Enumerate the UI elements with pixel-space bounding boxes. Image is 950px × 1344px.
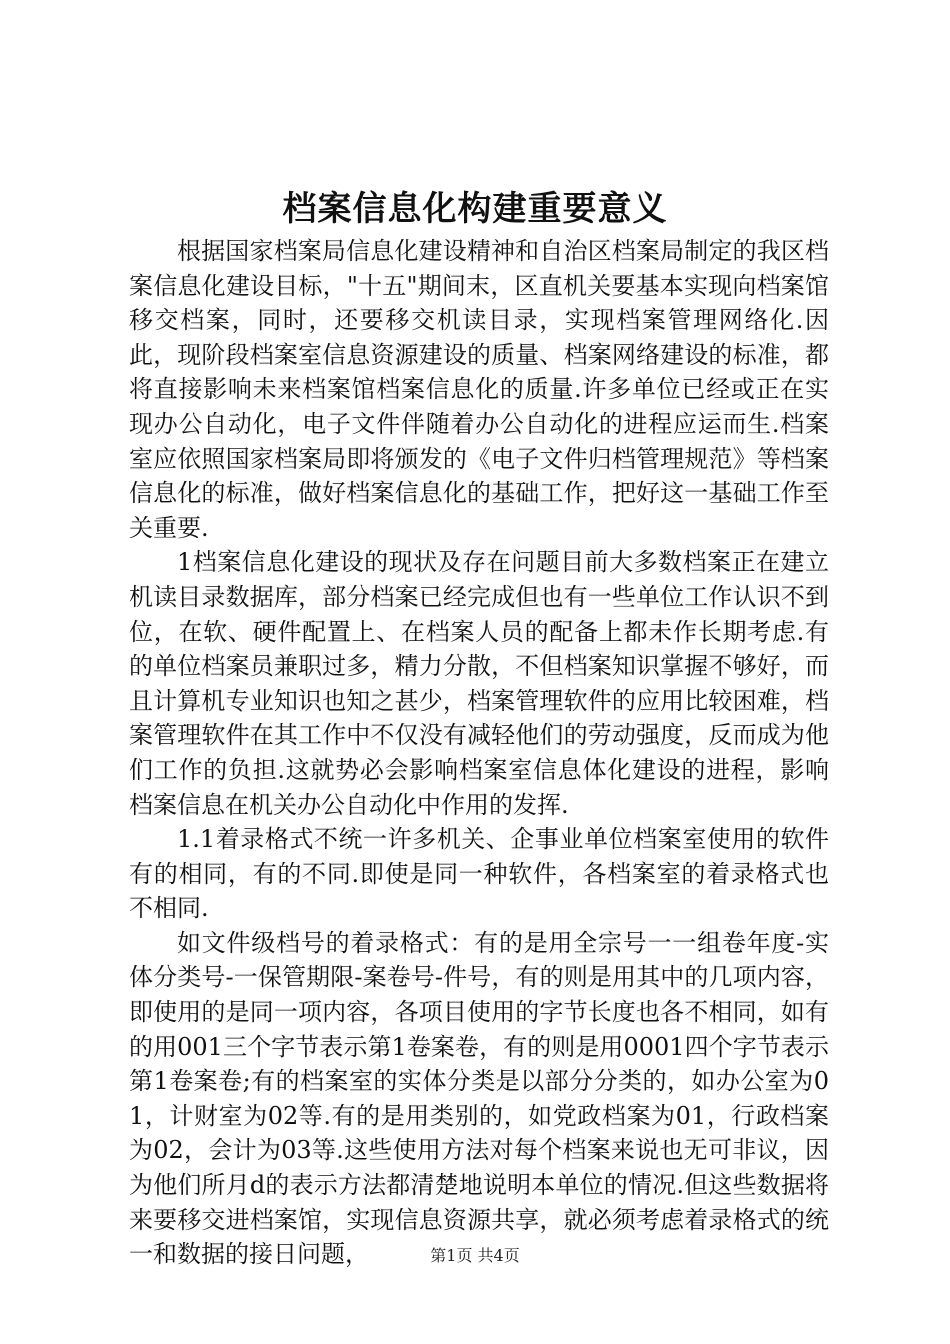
document-body: [129, 234, 829, 1272]
paragraph: 根据国家档案局信息化建设精神和自治区档案局制定的我区档案信息化建设目标，"十五"期间末，区直机关要基本实现向档案馆移交档案，同时，还要移交机读目录，实现档案管理网络化.因此，现阶段档案室信息资源建设的质量、档案网络建设的标准，都将直接影响未来档案馆档案信息化的质量.许多单位已经或正在实现办公自动化，电子文件伴随着办公自动化的进程应运而生.档案室应依照国家档案局即将颁发的《电子文件归档管理规范》等档案信息化的标准，做好档案信息化的基础工作，把好这一基础工作至关重要.: [129, 237, 829, 542]
page-number-footer: 第1页 共4页: [430, 1246, 520, 1265]
paragraph: 1档案信息化建设的现状及存在问题目前大多数档案正在建立机读目录数据库，部分档案已经完成但也有一些单位工作认识不到位，在软、硬件配置上、在档案人员的配备上都未作长期考虑.有的单位档案员兼职过多，精力分散，不但档案知识掌握不够好，而且计算机专业知识也知之甚少，档案管理软件的应用比较困难，档案管理软件在其工作中不仅没有减轻他们的劳动强度，反而成为他们工作的负担.这就势必会影响档案室信息体化建设的进程，影响档案信息在机关办公自动化中作用的发挥.: [129, 548, 829, 819]
paragraph: 如文件级档号的着录格式：有的是用全宗号一一组卷年度-实体分类号-一保管期限-案卷号-件号，有的则是用其中的几项内容，即使用的是同一项内容，各项目使用的字节长度也各不相同，如有的用001三个字节表示第1卷案卷，有的则是用0001四个字节表示第1卷案卷;有的档案室的实体分类是以部分分类的，如办公室为01，计财室为02等.有的是用类别的，如党政档案为01，行政档案为02，会计为03等.这些使用方法对每个档案来说也无可非议，因为他们所月d的表示方法都清楚地说明本单位的情况.但这些数据将来要移交进档案馆，实现信息资源共享，就必须考虑着录格式的统一和数据的接日问题，: [129, 928, 829, 1269]
document-title: 档案信息化构建重要意义: [282, 189, 668, 229]
paragraph: 1.1着录格式不统一许多机关、企事业单位档案室使用的软件有的相同，有的不同.即使是同一种软件，各档案室的着录格式也不相同.: [129, 825, 829, 923]
